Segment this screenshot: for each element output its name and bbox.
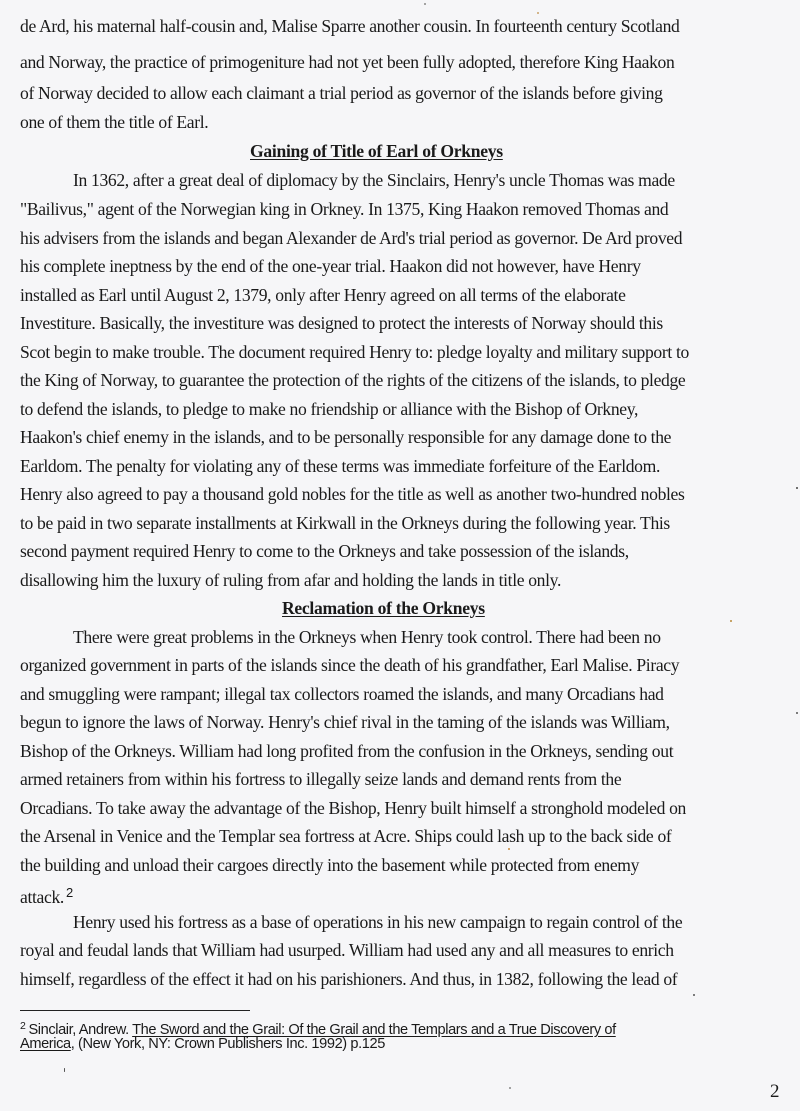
footnote-author: Sinclair, Andrew. [28,1022,133,1038]
body-line: royal and feudal lands that William had usurped. William had used any and all measures to enrich [20,940,674,960]
body-line: Bishop of the Orkneys. William had long profited from the confusion in the Orkneys, sending out [20,741,674,761]
section-heading-gaining-title: Gaining of Title of Earl of Orkneys [250,141,503,161]
body-line: his complete ineptness by the end of the one-year trial. Haakon did not however, have Henry [20,256,641,276]
body-line-with-footnote [20,883,73,907]
body-line: the King of Norway, to guarantee the protection of the rights of the citizens of the islands, to pledge [20,370,686,390]
footnote-publication: , (New York, NY: Crown Publishers Inc. 1992) p.125 [70,1036,385,1052]
body-line: In 1362, after a great deal of diplomacy by the Sinclairs, Henry's uncle Thomas was made [73,170,675,190]
body-line: one of them the title of Earl. [20,112,209,132]
body-line: himself, regardless of the effect it had on his parishioners. And thus, in 1382, following the lead of [20,969,678,989]
footnote-reference[interactable]: 2 [65,885,73,900]
body-line: Scot begin to make trouble. The document required Henry to: pledge loyalty and military support to [20,342,689,362]
body-line: Haakon's chief enemy in the islands, and to be personally responsible for any damage done to the [20,427,672,447]
body-line: to be paid in two separate installments at Kirkwall in the Orkneys during the following year. This [20,513,670,533]
body-line: second payment required Henry to come to the Orkneys and take possession of the islands, [20,541,629,561]
body-line: armed retainers from within his fortress to illegally seize lands and demand rents from the [20,769,622,789]
body-line: and Norway, the practice of primogeniture had not yet been fully adopted, therefore King Haakon [20,52,675,72]
body-line: and smuggling were rampant; illegal tax collectors roamed the islands, and many Orcadians had [20,684,664,704]
body-line: Henry used his fortress as a base of operations in his new campaign to regain control of the [73,912,683,932]
body-line: begun to ignore the laws of Norway. Henry's chief rival in the taming of the islands was William, [20,712,670,732]
body-text: attack. [20,887,64,907]
footnote-book-title: The Sword and the Grail: Of the Grail and the Templars and a True Discovery of [132,1022,616,1038]
body-line: organized government in parts of the islands since the death of his grandfather, Earl Malise. Piracy [20,655,680,675]
scan-speck [424,3,426,5]
footnote-separator [20,1010,250,1011]
body-line: "Bailivus," agent of the Norwegian king in Orkney. In 1375, King Haakon removed Thomas and [20,199,669,219]
section-heading-reclamation: Reclamation of the Orkneys [282,598,485,618]
scan-speck [508,848,510,850]
body-line: the Arsenal in Venice and the Templar sea fortress at Acre. Ships could lash up to the back side of [20,826,672,846]
body-line: Henry also agreed to pay a thousand gold nobles for the title as well as another two-hundred nobles [20,484,685,504]
body-line: Investiture. Basically, the investiture was designed to protect the interests of Norway should this [20,313,663,333]
scan-speck [730,620,732,622]
scan-speck [796,712,798,714]
body-line: Earldom. The penalty for violating any of these terms was immediate forfeiture of the Earldom. [20,456,661,476]
footnote-marker: 2 [20,1020,26,1032]
scan-speck [537,12,539,14]
body-line: There were great problems in the Orkneys when Henry took control. There had been no [73,627,661,647]
body-line: his advisers from the islands and began Alexander de Ard's trial period as governor. De Ard proved [20,228,683,248]
scan-speck [64,1068,65,1072]
body-line: to defend the islands, to pledge to make no friendship or alliance with the Bishop of Orkney, [20,399,639,419]
page-number: 2 [770,1081,780,1102]
body-line: the building and unload their cargoes directly into the basement while protected from enemy [20,855,640,875]
body-line: disallowing him the luxury of ruling from afar and holding the lands in title only. [20,570,562,590]
scan-speck [509,1087,511,1089]
body-line: de Ard, his maternal half-cousin and, Malise Sparre another cousin. In fourteenth century Scotland [20,16,680,36]
body-line: Orcadians. To take away the advantage of the Bishop, Henry built himself a stronghold modeled on [20,798,686,818]
footnote-book-title-cont: America [20,1036,71,1052]
body-line: installed as Earl until August 2, 1379, only after Henry agreed on all terms of the elaborate [20,285,626,305]
scan-speck [693,994,695,996]
scan-speck [796,487,798,489]
body-line: of Norway decided to allow each claimant a trial period as governor of the islands before giving [20,83,663,103]
footnote-continuation [20,1036,385,1053]
